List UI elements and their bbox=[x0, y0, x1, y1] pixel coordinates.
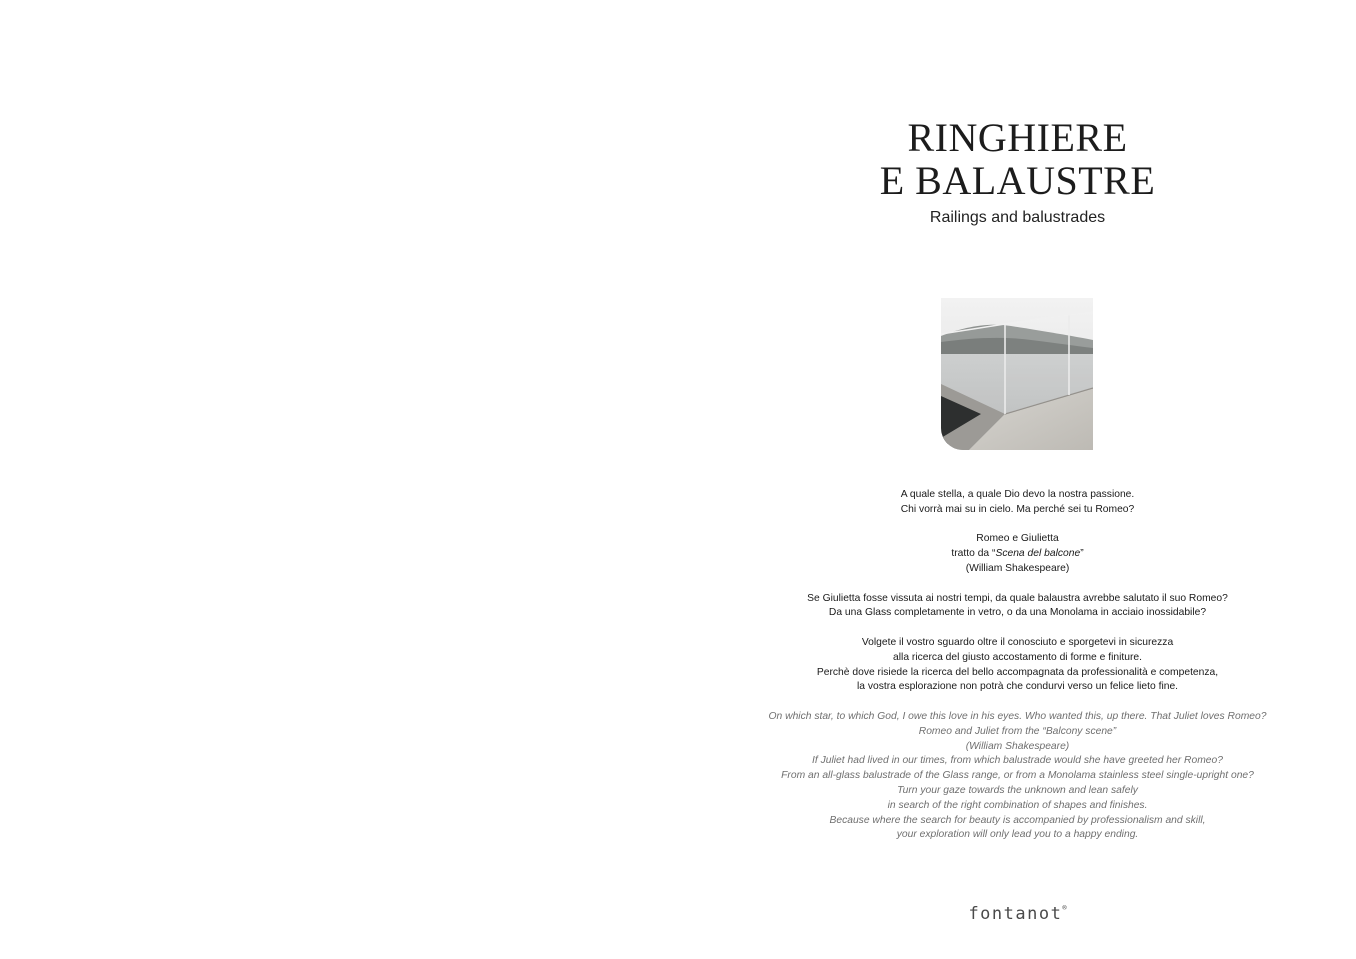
italian-text bbox=[740, 488, 1295, 695]
text-line: On which star, to which God, I owe this love in his eyes. Who wanted this, up there. That Juliet loves Romeo? bbox=[768, 711, 1267, 722]
balustrade-lake-photo-icon bbox=[941, 298, 1093, 450]
text-line: Perchè dove risiede la ricerca del bello accompagnata da professionalità e competenza, bbox=[816, 666, 1219, 678]
italian-paragraph-citation bbox=[740, 532, 1295, 576]
italian-paragraph-1 bbox=[740, 488, 1295, 518]
text-line: (William Shakespeare) bbox=[965, 740, 1070, 752]
text-line: Chi vorrà mai su in cielo. Ma perché sei tu Romeo? bbox=[900, 503, 1135, 515]
title-line-1: RINGHIERE bbox=[907, 115, 1128, 160]
italian-paragraph-3 bbox=[740, 592, 1295, 622]
text-line: From an all-glass balustrade of the Glass range, or from a Monolama stainless steel single-upright one? bbox=[781, 770, 1254, 782]
text-line: A quale stella, a quale Dio devo la nostra passione. bbox=[900, 489, 1135, 500]
logo-wordmark: fontanot bbox=[968, 904, 1063, 924]
text-line: If Juliet had lived in our times, from which balustrade would she have greeted her Romeo? bbox=[812, 755, 1223, 767]
text-line: Turn your gaze towards the unknown and lean safely bbox=[897, 784, 1138, 796]
registered-mark: ® bbox=[1062, 904, 1067, 912]
citation-suffix: ” bbox=[1080, 548, 1084, 560]
citation-prefix: tratto da “ bbox=[951, 548, 996, 560]
text-line: la vostra esplorazione non potrà che condurvi verso un felice lieto fine. bbox=[856, 681, 1179, 693]
text-line: alla ricerca del giusto accostamento di forme e finiture. bbox=[893, 651, 1142, 663]
text-line: your exploration will only lead you to a happy ending. bbox=[896, 829, 1139, 841]
text-line: Because where the search for beauty is accompanied by professionalism and skill, bbox=[829, 814, 1206, 826]
text-line: Da una Glass completamente in vetro, o da una Monolama in acciaio inossidabile? bbox=[828, 607, 1207, 619]
citation-line bbox=[740, 547, 1295, 562]
page-title bbox=[740, 116, 1295, 202]
english-text bbox=[740, 710, 1295, 843]
page-subtitle: Railings and balustrades bbox=[929, 209, 1106, 226]
text-line: (William Shakespeare) bbox=[965, 562, 1070, 574]
text-line: in search of the right combination of shapes and finishes. bbox=[887, 799, 1148, 811]
text-line: Romeo and Juliet from the “Balcony scene” bbox=[918, 725, 1117, 737]
italian-paragraph-4 bbox=[740, 636, 1295, 695]
text-line: Se Giulietta fosse vissuta ai nostri tempi, da quale balaustra avrebbe salutato il suo Romeo? bbox=[807, 592, 1228, 604]
citation-title: Scena del balcone bbox=[995, 548, 1081, 560]
title-line-2: E BALAUSTRE bbox=[879, 158, 1156, 203]
text-line: Volgete il vostro sguardo oltre il conosciuto e sporgetevi in sicurezza bbox=[861, 636, 1174, 648]
fontanot-logo bbox=[940, 904, 1095, 924]
text-line: Romeo e Giulietta bbox=[976, 533, 1059, 545]
